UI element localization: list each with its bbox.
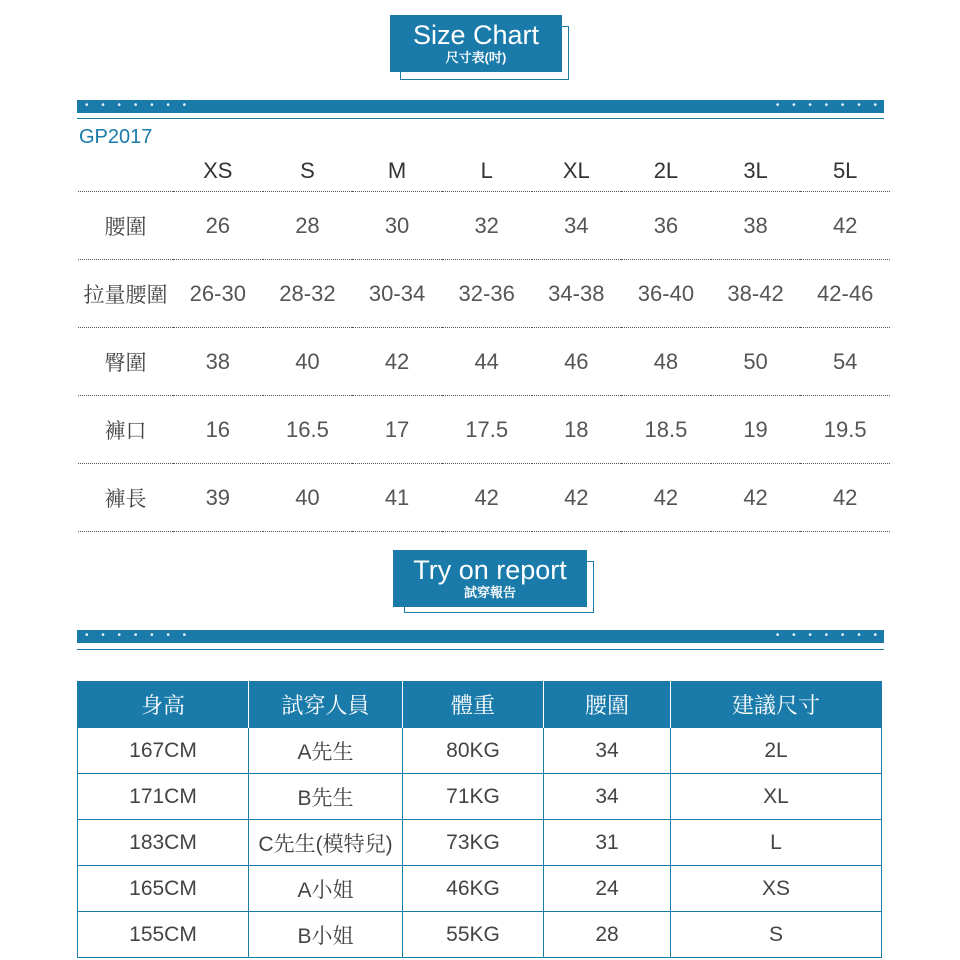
size-header-cell: XL bbox=[532, 151, 622, 192]
table-cell: 38 bbox=[173, 328, 263, 396]
table-row bbox=[78, 328, 890, 396]
table-cell: 183CM bbox=[78, 820, 249, 866]
table-cell: 2L bbox=[671, 728, 882, 774]
header-tester: 試穿人員 bbox=[249, 681, 403, 728]
table-cell: 31 bbox=[544, 820, 671, 866]
table-cell: 42 bbox=[352, 328, 442, 396]
table-cell: 48 bbox=[621, 328, 711, 396]
table-cell: 32-36 bbox=[442, 260, 532, 328]
table-cell: 42 bbox=[800, 192, 890, 260]
table-cell: 30 bbox=[352, 192, 442, 260]
size-header-cell: M bbox=[352, 151, 442, 192]
table-cell: 71KG bbox=[403, 774, 544, 820]
table-cell: 19.5 bbox=[800, 396, 890, 464]
table-cell: 19 bbox=[711, 396, 801, 464]
table-row bbox=[78, 866, 882, 912]
table-row bbox=[78, 260, 890, 328]
table-cell: 17 bbox=[352, 396, 442, 464]
try-on-title-zh: 試穿報告 bbox=[463, 585, 516, 600]
table-cell: 26-30 bbox=[173, 260, 263, 328]
try-on-title-en: Try on report bbox=[413, 555, 567, 585]
table-row bbox=[78, 820, 882, 866]
table-cell: 42 bbox=[442, 464, 532, 532]
table-cell: B小姐 bbox=[249, 912, 403, 958]
table-cell: 42 bbox=[621, 464, 711, 532]
table-cell: A先生 bbox=[249, 728, 403, 774]
row-label: 褲長 bbox=[78, 464, 173, 532]
size-chart-title bbox=[390, 15, 562, 72]
table-row bbox=[78, 774, 882, 820]
table-cell: 80KG bbox=[403, 728, 544, 774]
table-cell: 167CM bbox=[78, 728, 249, 774]
table-cell: 16.5 bbox=[263, 396, 353, 464]
size-header-cell: XS bbox=[173, 151, 263, 192]
table-cell: 36-40 bbox=[621, 260, 711, 328]
table-cell: XS bbox=[671, 866, 882, 912]
divider-dots-right: • • • • • • • bbox=[775, 100, 882, 111]
try-on-header-row bbox=[78, 681, 882, 728]
table-cell: 34 bbox=[544, 728, 671, 774]
size-chart-divider-line bbox=[77, 118, 884, 119]
try-on-table bbox=[77, 681, 882, 958]
table-cell: 42 bbox=[532, 464, 622, 532]
table-cell: 55KG bbox=[403, 912, 544, 958]
size-chart-title-zh: 尺寸表(吋) bbox=[445, 50, 507, 65]
table-cell: S bbox=[671, 912, 882, 958]
table-cell: 73KG bbox=[403, 820, 544, 866]
table-cell: 38-42 bbox=[711, 260, 801, 328]
header-height: 身高 bbox=[78, 681, 249, 728]
size-chart-title-en: Size Chart bbox=[412, 20, 540, 50]
table-cell: 50 bbox=[711, 328, 801, 396]
table-cell: 18.5 bbox=[621, 396, 711, 464]
table-cell: XL bbox=[671, 774, 882, 820]
table-cell: 155CM bbox=[78, 912, 249, 958]
table-cell: 17.5 bbox=[442, 396, 532, 464]
table-row bbox=[78, 728, 882, 774]
table-cell: 42 bbox=[800, 464, 890, 532]
table-row bbox=[78, 192, 890, 260]
divider-dots-right: • • • • • • • bbox=[775, 630, 882, 641]
table-cell: 18 bbox=[532, 396, 622, 464]
table-cell: 171CM bbox=[78, 774, 249, 820]
table-cell: 40 bbox=[263, 464, 353, 532]
table-cell: 28 bbox=[263, 192, 353, 260]
table-cell: 41 bbox=[352, 464, 442, 532]
table-cell: 34 bbox=[544, 774, 671, 820]
header-suggested-size: 建議尺寸 bbox=[671, 681, 882, 728]
row-label: 腰圍 bbox=[78, 192, 173, 260]
table-cell: 28 bbox=[544, 912, 671, 958]
row-label: 褲口 bbox=[78, 396, 173, 464]
size-header-cell: 2L bbox=[621, 151, 711, 192]
size-header-row bbox=[78, 151, 890, 192]
size-header-cell: L bbox=[442, 151, 532, 192]
table-cell: 16 bbox=[173, 396, 263, 464]
table-cell: C先生(模特兒) bbox=[249, 820, 403, 866]
table-cell: 42-46 bbox=[800, 260, 890, 328]
model-code: GP2017 bbox=[79, 126, 153, 148]
table-cell: 34 bbox=[532, 192, 622, 260]
divider-dots-left: • • • • • • • bbox=[85, 100, 192, 111]
table-cell: 30-34 bbox=[352, 260, 442, 328]
size-header-cell: 5L bbox=[800, 151, 890, 192]
table-cell: 44 bbox=[442, 328, 532, 396]
table-row bbox=[78, 464, 890, 532]
table-cell: L bbox=[671, 820, 882, 866]
table-cell: 34-38 bbox=[532, 260, 622, 328]
size-chart-table bbox=[78, 151, 890, 532]
row-label: 臀圍 bbox=[78, 328, 173, 396]
table-cell: 40 bbox=[263, 328, 353, 396]
table-cell: 24 bbox=[544, 866, 671, 912]
try-on-divider-bar bbox=[77, 630, 884, 643]
size-chart-divider-bar bbox=[77, 100, 884, 113]
table-row bbox=[78, 396, 890, 464]
table-cell: 39 bbox=[173, 464, 263, 532]
table-cell: 26 bbox=[173, 192, 263, 260]
size-header-cell: 3L bbox=[711, 151, 801, 192]
size-header-blank bbox=[78, 151, 173, 192]
table-cell: B先生 bbox=[249, 774, 403, 820]
table-cell: 36 bbox=[621, 192, 711, 260]
table-cell: 38 bbox=[711, 192, 801, 260]
table-cell: 32 bbox=[442, 192, 532, 260]
table-cell: 165CM bbox=[78, 866, 249, 912]
table-row bbox=[78, 912, 882, 958]
table-cell: 46 bbox=[532, 328, 622, 396]
row-label: 拉量腰圍 bbox=[78, 260, 173, 328]
table-cell: 28-32 bbox=[263, 260, 353, 328]
header-waist: 腰圍 bbox=[544, 681, 671, 728]
size-header-cell: S bbox=[263, 151, 353, 192]
table-cell: 46KG bbox=[403, 866, 544, 912]
table-cell: 42 bbox=[711, 464, 801, 532]
try-on-title bbox=[393, 550, 587, 607]
header-weight: 體重 bbox=[403, 681, 544, 728]
divider-dots-left: • • • • • • • bbox=[85, 630, 192, 641]
table-cell: 54 bbox=[800, 328, 890, 396]
table-cell: A小姐 bbox=[249, 866, 403, 912]
try-on-divider-line bbox=[77, 649, 884, 650]
